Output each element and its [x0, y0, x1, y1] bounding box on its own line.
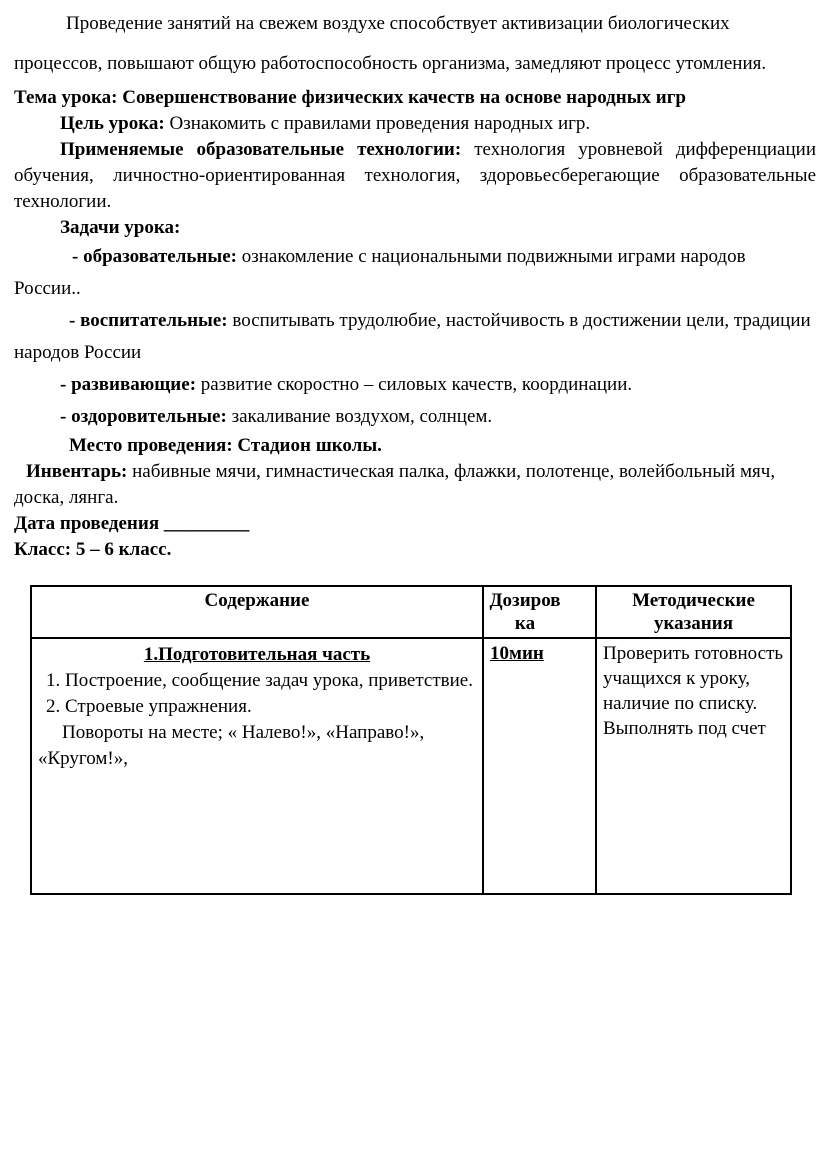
task-text: воспитывать трудолюбие, настойчивость в достижении цели, традиции народов России [14, 310, 811, 363]
header-dosage-label: Дозировка [489, 590, 561, 634]
task-label: - оздоровительные: [60, 406, 227, 427]
header-content-label: Содержание [204, 590, 310, 611]
educational-technologies [14, 137, 816, 215]
task-label: - воспитательные: [69, 310, 228, 331]
date-line: Дата проведения _________ [14, 513, 250, 534]
section-title: 1.Подготовительная часть [143, 644, 371, 665]
inventory-label: Инвентарь: [26, 461, 128, 482]
dosage-value: 10мин [490, 643, 544, 664]
inventory-text: набивные мячи, гимнастическая палка, флажки, полотенце, волейбольный мяч, доска, лянга. [14, 461, 776, 508]
header-guidelines-label: Методические указания [632, 590, 755, 634]
venue-text: Стадион школы. [237, 435, 382, 456]
topic-text: Совершенствование физических качеств на основе народных игр [122, 87, 686, 108]
guideline-note-2: Выполнять под счет [603, 718, 766, 739]
tasks-heading: Задачи урока: [60, 217, 181, 238]
lesson-plan-table [30, 585, 792, 895]
topic-label: Тема урока: [14, 87, 118, 108]
lesson-goal [14, 111, 816, 137]
class-line: Класс: 5 – 6 класс. [14, 539, 172, 560]
dosage-cell [483, 638, 596, 894]
task-label: - развивающие: [60, 374, 197, 395]
header-dosage-column [483, 586, 596, 638]
lesson-topic [14, 84, 816, 111]
content-item-3: Повороты на месте; « Налево!», «Направо!», «Кругом!», [38, 722, 425, 769]
guideline-note-1: Проверить готовность учащихся к уроку, наличие по списку. [603, 643, 784, 714]
content-item-2: 2. Строевые упражнения. [46, 696, 252, 717]
intro-paragraph: Проведение занятий на свежем воздухе способствует активизации биологических процессов, повышают общую работоспособность организма, замедляют процесс утомления. [14, 13, 767, 74]
table-header-row [31, 586, 791, 638]
task-text: развитие скоростно – силовых качеств, координации. [200, 374, 633, 395]
task-label: - образовательные: [72, 246, 237, 267]
task-health [14, 401, 816, 433]
content-item-1: 1. Построение, сообщение задач урока, приветствие. [46, 670, 473, 691]
technologies-text: технология уровневой дифференциации обучения, личностно-ориентированная технология, здоровьесберегающие образовательные технологии. [14, 139, 816, 212]
task-upbringing [14, 305, 816, 369]
task-text: закаливание воздухом, солнцем. [231, 406, 493, 427]
task-text: ознакомление с национальными подвижными играми народов России.. [14, 246, 746, 299]
goal-text: Ознакомить с правилами проведения народных игр. [169, 113, 591, 134]
table-row-preparatory [31, 638, 791, 894]
venue-label: Место проведения: [69, 435, 233, 456]
goal-label: Цель урока: [60, 113, 165, 134]
header-content-column [31, 586, 483, 638]
content-cell [31, 638, 483, 894]
guidelines-cell [596, 638, 791, 894]
header-guidelines-column [596, 586, 791, 638]
task-developmental [14, 369, 816, 401]
inventory-line [14, 459, 816, 511]
venue-line [14, 433, 816, 459]
technologies-label: Применяемые образовательные технологии: [60, 139, 462, 160]
task-educational [14, 241, 816, 305]
